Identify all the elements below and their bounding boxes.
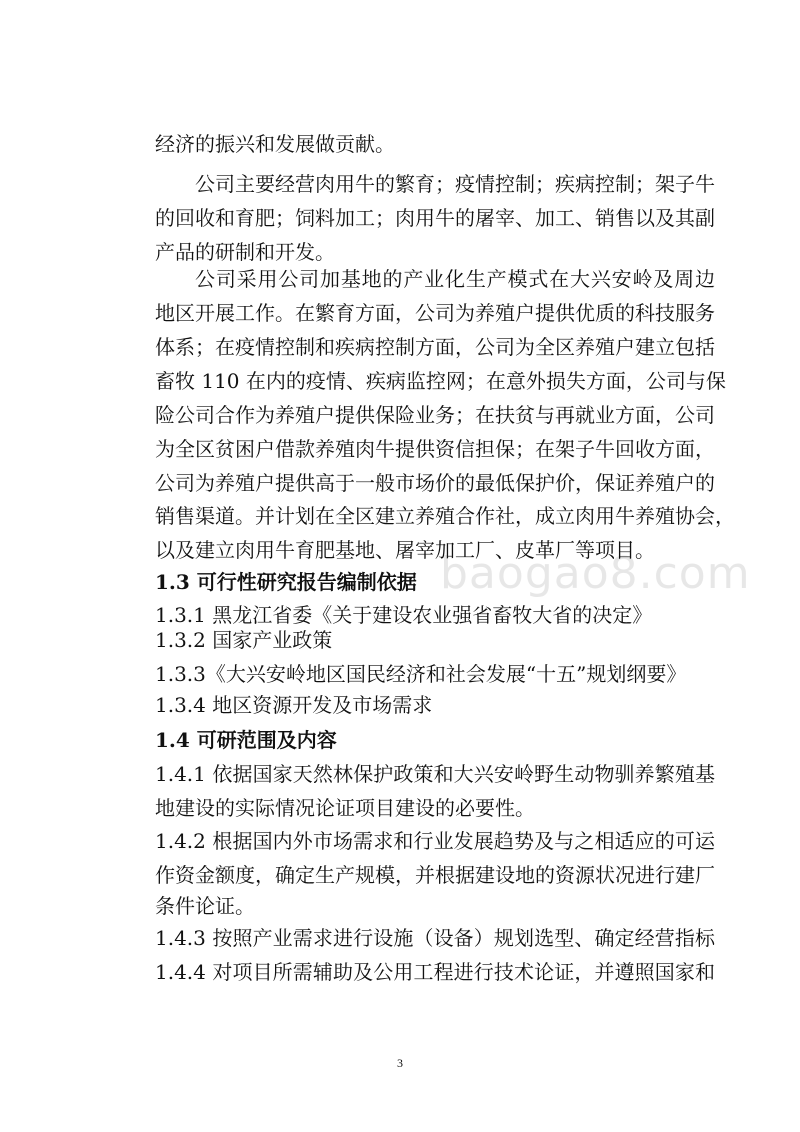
paragraph-line: 以及建立肉用牛育肥基地、屠宰加工厂、皮革厂等项目。 (155, 538, 655, 562)
page-number: 3 (397, 1056, 403, 1070)
paragraph-line: 公司主要经营肉用牛的繁育；疫情控制；疾病控制；架子牛 (195, 172, 715, 196)
paragraph-line: 产品的研制和开发。 (155, 240, 335, 264)
list-item: 1.3.2 国家产业政策 (155, 628, 333, 652)
list-item: 1.3.4 地区资源开发及市场需求 (155, 693, 433, 717)
paragraph-line: 地建设的实际情况论证项目建设的必要性。 (155, 796, 535, 820)
list-item: 1.4.3 按照产业需求进行设施（设备）规划选型、确定经营指标 (155, 926, 715, 950)
paragraph-line: 为全区贫困户借款养殖肉牛提供资信担保；在架子牛回收方面， (155, 437, 715, 461)
section-heading: 1.3 可行性研究报告编制依据 (155, 570, 417, 594)
paragraph-line: 销售渠道。并计划在全区建立养殖合作社，成立肉用牛养殖协会， (155, 504, 735, 528)
list-item: 1.4.2 根据国内外市场需求和行业发展趋势及与之相适应的可运 (155, 829, 715, 853)
paragraph-line: 体系；在疫情控制和疾病控制方面，公司为全区养殖户建立包括 (155, 335, 715, 359)
paragraph-line: 经济的振兴和发展做贡献。 (155, 132, 395, 156)
paragraph-line: 的回收和育肥；饲料加工；肉用牛的屠宰、加工、销售以及其副 (155, 206, 715, 230)
paragraph-line: 作资金额度，确定生产规模，并根据建设地的资源状况进行建厂 (155, 863, 715, 887)
list-item: 1.3.1 黑龙江省委《关于建设农业强省畜牧大省的决定》 (155, 603, 653, 627)
list-item: 1.4.1 依据国家天然林保护政策和大兴安岭野生动物驯养繁殖基 (155, 762, 715, 786)
watermark: baogao8.com (440, 548, 751, 599)
paragraph-line: 条件论证。 (155, 894, 255, 918)
paragraph-line: 公司采用公司加基地的产业化生产模式在大兴安岭及周边 (195, 267, 715, 291)
list-item: 1.4.4 对项目所需辅助及公用工程进行技术论证，并遵照国家和 (155, 960, 715, 984)
paragraph-line: 地区开展工作。在繁育方面，公司为养殖户提供优质的科技服务 (155, 301, 715, 325)
paragraph-line: 公司为养殖户提供高于一般市场价的最低保护价，保证养殖户的 (155, 471, 715, 495)
paragraph-line: 险公司合作为养殖户提供保险业务；在扶贫与再就业方面，公司 (155, 403, 715, 427)
list-item: 1.3.3《大兴安岭地区国民经济和社会发展“十五”规划纲要》 (155, 662, 687, 686)
paragraph-line: 畜牧 110 在内的疫情、疾病监控网；在意外损失方面，公司与保 (155, 369, 726, 393)
section-heading: 1.4 可研范围及内容 (155, 728, 337, 752)
